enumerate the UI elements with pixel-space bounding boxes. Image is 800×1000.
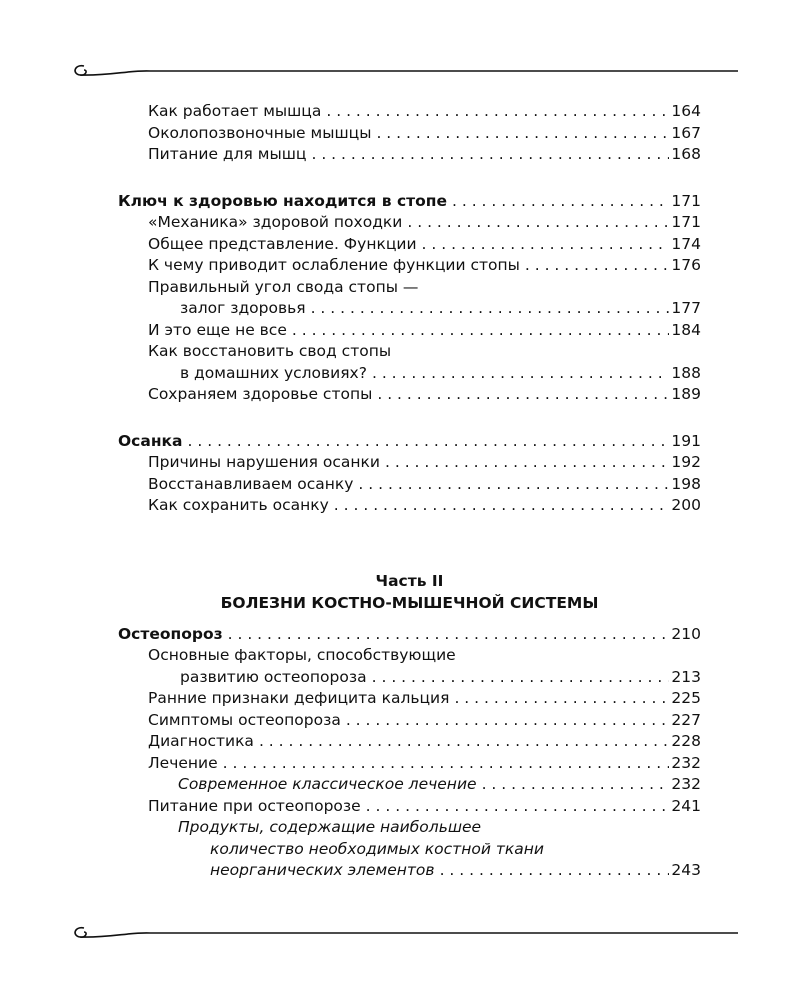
toc-entry [118, 363, 701, 385]
dot-leader [346, 710, 670, 732]
toc-page-number: 210 [671, 624, 701, 643]
dot-leader [376, 123, 669, 145]
toc-entry-title: Как сохранить осанку [148, 496, 329, 514]
toc-page-number: 243 [671, 861, 701, 879]
toc-entry [118, 384, 701, 406]
dot-leader [454, 688, 669, 710]
toc-page-number: 188 [671, 363, 701, 382]
toc-page-number: 171 [671, 191, 701, 210]
toc-entry [118, 731, 701, 753]
toc-chapter-entry [118, 191, 701, 213]
dot-leader [358, 474, 669, 496]
toc-entry-title: Как восстановить свод стопы [148, 342, 392, 360]
toc-entry-title: Околопозвоночные мышцы [148, 123, 372, 142]
dot-leader [372, 667, 670, 689]
toc-page-number: 168 [671, 145, 701, 163]
part-number: Часть II [375, 571, 444, 590]
toc-page-number: 164 [671, 102, 701, 120]
toc-page-number: 213 [671, 667, 701, 686]
dot-leader [228, 624, 670, 646]
toc-entry-title: Остеопороз [118, 624, 223, 643]
dot-leader [334, 495, 670, 517]
toc-page-number: 176 [671, 256, 701, 274]
toc-entry [118, 688, 701, 710]
toc-page-number: 228 [671, 732, 701, 750]
toc-entry-title: Восстанавливаем осанку [148, 474, 354, 493]
toc-entry-title: Симптомы остеопороза [148, 710, 341, 729]
toc-entry-title: Продукты, содержащие наибольшее [178, 818, 482, 836]
toc-entry [118, 495, 701, 517]
toc-page-number: 225 [671, 689, 701, 707]
table-of-contents [118, 101, 701, 882]
toc-entry-title: Причины нарушения осанки [148, 453, 380, 471]
toc-page-number: 171 [671, 213, 701, 231]
toc-entry [118, 101, 701, 123]
toc-page-number: 192 [671, 453, 701, 471]
toc-entry-title: Питание при остеопорозе [148, 796, 361, 815]
toc-entry [118, 839, 701, 861]
toc-entry-title: «Механика» здоровой походки [148, 213, 403, 231]
toc-entry [118, 212, 701, 234]
toc-entry-title: Основные факторы, способствующие [148, 646, 456, 664]
toc-entry [118, 796, 701, 818]
toc-entry-title: Питание для мышц [148, 145, 307, 163]
toc-page-number: 174 [671, 234, 701, 253]
toc-entry-title: Лечение [148, 753, 218, 772]
toc-page-number: 200 [671, 496, 701, 514]
toc-entry-title: Правильный угол свода стопы — [148, 277, 419, 296]
toc-entry-title: Диагностика [148, 732, 254, 750]
dot-leader [422, 234, 670, 256]
section-spacer [118, 166, 701, 191]
toc-page-number: 191 [671, 431, 701, 450]
toc-entry [118, 298, 701, 320]
toc-entry-title: Как работает мышца [148, 102, 322, 120]
toc-entry-title: Осанка [118, 431, 183, 450]
toc-page-number: 167 [671, 123, 701, 142]
toc-entry [118, 277, 701, 299]
toc-entry [118, 255, 701, 277]
toc-entry-title: Ключ к здоровью находится в стопе [118, 191, 447, 210]
toc-page-number: 177 [671, 299, 701, 317]
toc-entry [118, 341, 701, 363]
dot-leader [440, 860, 670, 882]
toc-entry [118, 667, 701, 689]
toc-entry [118, 234, 701, 256]
toc-entry-title: Ранние признаки дефицита кальция [148, 689, 450, 707]
toc-chapter-entry [118, 624, 701, 646]
toc-entry-title: залог здоровья [180, 299, 306, 317]
bottom-ornament-rule [70, 922, 738, 944]
dot-leader [311, 298, 670, 320]
dot-leader [377, 384, 669, 406]
dot-leader [366, 796, 670, 818]
dot-leader [452, 191, 669, 213]
toc-entry [118, 860, 701, 882]
toc-entry-title: Общее представление. Функции [148, 234, 417, 253]
toc-entry-title: К чему приводит ослабление функции стопы [148, 256, 520, 274]
toc-entry [118, 123, 701, 145]
toc-entry [118, 474, 701, 496]
section-spacer [118, 406, 701, 431]
toc-entry [118, 645, 701, 667]
toc-entry [118, 320, 701, 342]
dot-leader [385, 452, 669, 474]
top-ornament-rule [70, 60, 738, 82]
toc-entry-title: Современное классическое лечение [178, 775, 477, 793]
toc-entry [118, 452, 701, 474]
dot-leader [482, 774, 670, 796]
toc-entry [118, 710, 701, 732]
toc-entry [118, 753, 701, 775]
toc-entry [118, 817, 701, 839]
part-title: БОЛЕЗНИ КОСТНО-МЫШЕЧНОЙ СИСТЕМЫ [220, 593, 599, 612]
toc-page-number: 227 [671, 710, 701, 729]
toc-page-number: 232 [671, 775, 701, 793]
toc-entry-title: И это еще не все [148, 320, 287, 339]
toc-entry [118, 774, 701, 796]
part-heading [118, 570, 701, 614]
toc-chapter-entry [118, 431, 701, 453]
toc-entry-title: Сохраняем здоровье стопы [148, 385, 373, 403]
dot-leader [525, 255, 670, 277]
dot-leader [223, 753, 670, 775]
toc-page-number: 198 [671, 474, 701, 493]
dot-leader [259, 731, 669, 753]
dot-leader [188, 431, 670, 453]
toc-entry-title: в домашних условиях? [180, 363, 367, 382]
toc-entry-title: неорганических элементов [210, 861, 435, 879]
dot-leader [326, 101, 669, 123]
toc-page-number: 184 [671, 320, 701, 339]
toc-page-number: 241 [671, 796, 701, 815]
dot-leader [372, 363, 669, 385]
dot-leader [292, 320, 670, 342]
dot-leader [311, 144, 669, 166]
toc-page-number: 232 [671, 753, 701, 772]
toc-entry-title: развитию остеопороза [180, 667, 367, 686]
toc-entry [118, 144, 701, 166]
dot-leader [407, 212, 669, 234]
section-spacer [118, 517, 701, 570]
toc-entry-title: количество необходимых костной ткани [210, 839, 544, 858]
toc-page-number: 189 [671, 385, 701, 403]
